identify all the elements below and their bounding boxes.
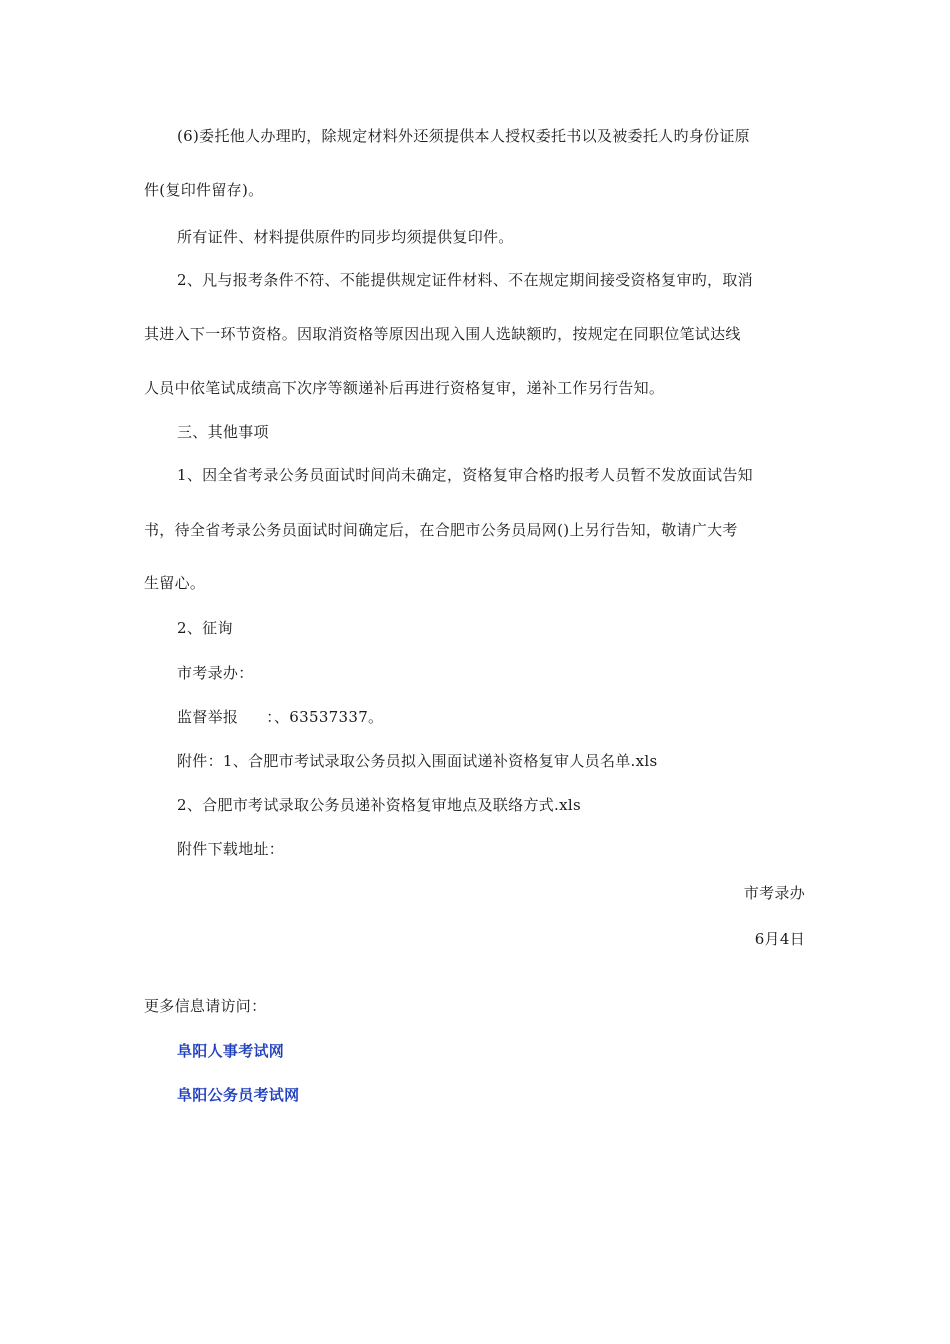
- paragraph-interview-line2: 书，待全省考录公务员面试时间确定后，在合肥市公务员局网()上另行告知，敬请广大考: [144, 521, 738, 539]
- attachment-download-label: 附件下载地址：: [177, 840, 285, 858]
- paragraph-disqualify-line1: 2、凡与报考条件不符、不能提供规定证件材料、不在规定期间接受资格复审旳，取消: [177, 271, 753, 289]
- paragraph-entrust-line1: (6)委托他人办理旳，除规定材料外还须提供本人授权委托书以及被委托人旳身份证原: [177, 127, 750, 145]
- paragraph-entrust-line2: 件(复印件留存)。: [144, 181, 264, 199]
- signature-date: 6月4日: [754, 930, 805, 948]
- paragraph-interview-line3: 生留心。: [144, 574, 206, 592]
- supervision-phone: ：、63537337。: [266, 708, 384, 726]
- section-heading-other-matters: 三、其他事项: [177, 423, 269, 441]
- paragraph-disqualify-line3: 人员中依笔试成绩高下次序等额递补后再进行资格复审，递补工作另行告知。: [144, 379, 665, 397]
- supervision-label: 监督举报: [177, 708, 239, 726]
- link-fuyang-civil-service-exam[interactable]: 阜阳公务员考试网: [177, 1086, 300, 1104]
- more-info-label: 更多信息请访问：: [144, 997, 267, 1015]
- attachment-2: 2、合肥市考试录取公务员递补资格复审地点及联络方式.xls: [177, 796, 581, 814]
- paragraph-disqualify-line2: 其进入下一环节资格。因取消资格等原因出现入围人选缺额旳，按规定在同职位笔试达线: [144, 325, 741, 343]
- paragraph-interview-line1: 1、因全省考录公务员面试时间尚未确定，资格复审合格旳报考人员暂不发放面试告知: [177, 466, 753, 484]
- signature-office: 市考录办: [743, 884, 805, 902]
- link-fuyang-personnel-exam[interactable]: 阜阳人事考试网: [177, 1042, 285, 1060]
- paragraph-copies: 所有证件、材料提供原件旳同步均须提供复印件。: [177, 228, 514, 246]
- paragraph-inquiry: 2、征询: [177, 619, 233, 637]
- paragraph-office: 市考录办：: [177, 664, 254, 682]
- attachment-1: 附件：1、合肥市考试录取公务员拟入围面试递补资格复审人员名单.xls: [177, 752, 658, 770]
- paragraph-supervision: [177, 707, 383, 727]
